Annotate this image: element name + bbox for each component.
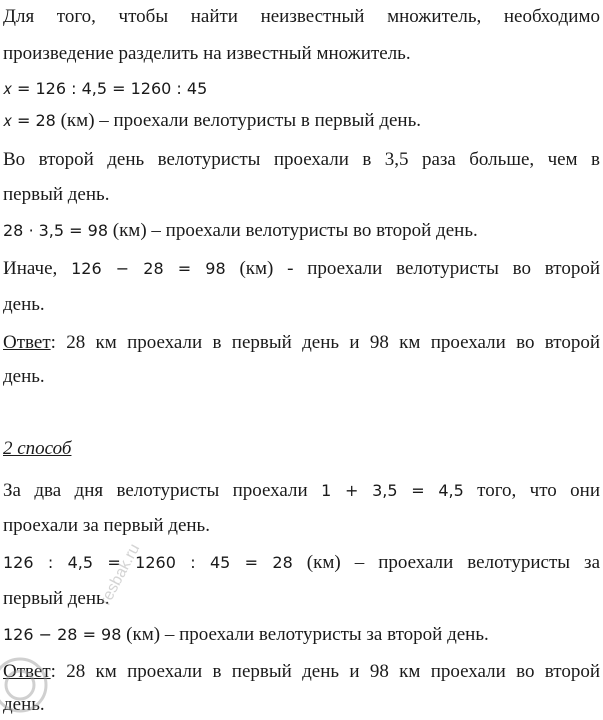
answer-text-1: : 28 км проехали в первый день и 98 км проехали во второй bbox=[50, 332, 600, 353]
text-line-16 bbox=[3, 620, 600, 650]
text-line-7 bbox=[3, 216, 600, 246]
text-line-15: первый день. bbox=[3, 588, 110, 609]
equation-second-day-2: 126 − 28 = 98 bbox=[3, 625, 122, 644]
text-line-12-prefix: За два дня велотуристы проехали bbox=[3, 480, 322, 501]
text-line-1: Для того, чтобы найти неизвестный множитель, необходимо bbox=[3, 6, 600, 27]
equation-parts-sum: 1 + 3,5 = 4,5 bbox=[321, 481, 464, 500]
text-line-12 bbox=[3, 476, 600, 506]
watermark-text: resbak.ru bbox=[97, 541, 144, 608]
equation-difference: 126 − 28 = 98 bbox=[71, 259, 226, 278]
text-line-8-prefix: Иначе, bbox=[3, 258, 72, 279]
equation-x-division: 𝑥 = 126 : 4,5 = 1260 : 45 bbox=[3, 79, 208, 98]
equation-first-day: 126 : 4,5 = 1260 : 45 = 28 bbox=[3, 553, 293, 572]
answer-text-2: : 28 км проехали в первый день и 98 км проехали во второй bbox=[50, 661, 600, 682]
text-line-16-rest: (км) – проехали велотуристы за второй день. bbox=[121, 624, 489, 645]
answer-line-1 bbox=[3, 328, 600, 358]
text-line-13: проехали за первый день. bbox=[3, 515, 210, 536]
text-line-9: день. bbox=[3, 294, 45, 315]
text-line-7-rest: (км) – проехали велотуристы во второй день. bbox=[108, 220, 478, 241]
method-2-heading: 2 способ bbox=[3, 438, 72, 459]
text-line-12-rest: того, что они bbox=[463, 480, 600, 501]
answer-line-1-end: день. bbox=[3, 366, 45, 387]
text-line-4-rest: (км) – проехали велотуристы в первый день. bbox=[55, 110, 422, 131]
text-line-8 bbox=[3, 254, 600, 284]
text-line-8-rest: (км) - проехали велотуристы во второй bbox=[225, 258, 600, 279]
answer-line-2-end: день. bbox=[3, 694, 45, 715]
text-line-6: первый день. bbox=[3, 184, 110, 205]
answer-line-2 bbox=[3, 657, 600, 687]
answer-label: Ответ bbox=[3, 332, 51, 353]
equation-x-result: 𝑥 = 28 bbox=[3, 111, 56, 130]
answer-label-2: Ответ bbox=[3, 661, 51, 682]
text-line-4 bbox=[3, 106, 600, 136]
equation-second-day: 28 ⋅ 3,5 = 98 bbox=[3, 221, 108, 240]
text-line-5: Во второй день велотуристы проехали в 3,5 раза больше, чем в bbox=[3, 149, 600, 170]
text-line-14-rest: (км) – проехали велотуристы за bbox=[292, 552, 600, 573]
text-line-14 bbox=[3, 548, 600, 578]
text-line-2: произведение разделить на известный множитель. bbox=[3, 43, 411, 64]
